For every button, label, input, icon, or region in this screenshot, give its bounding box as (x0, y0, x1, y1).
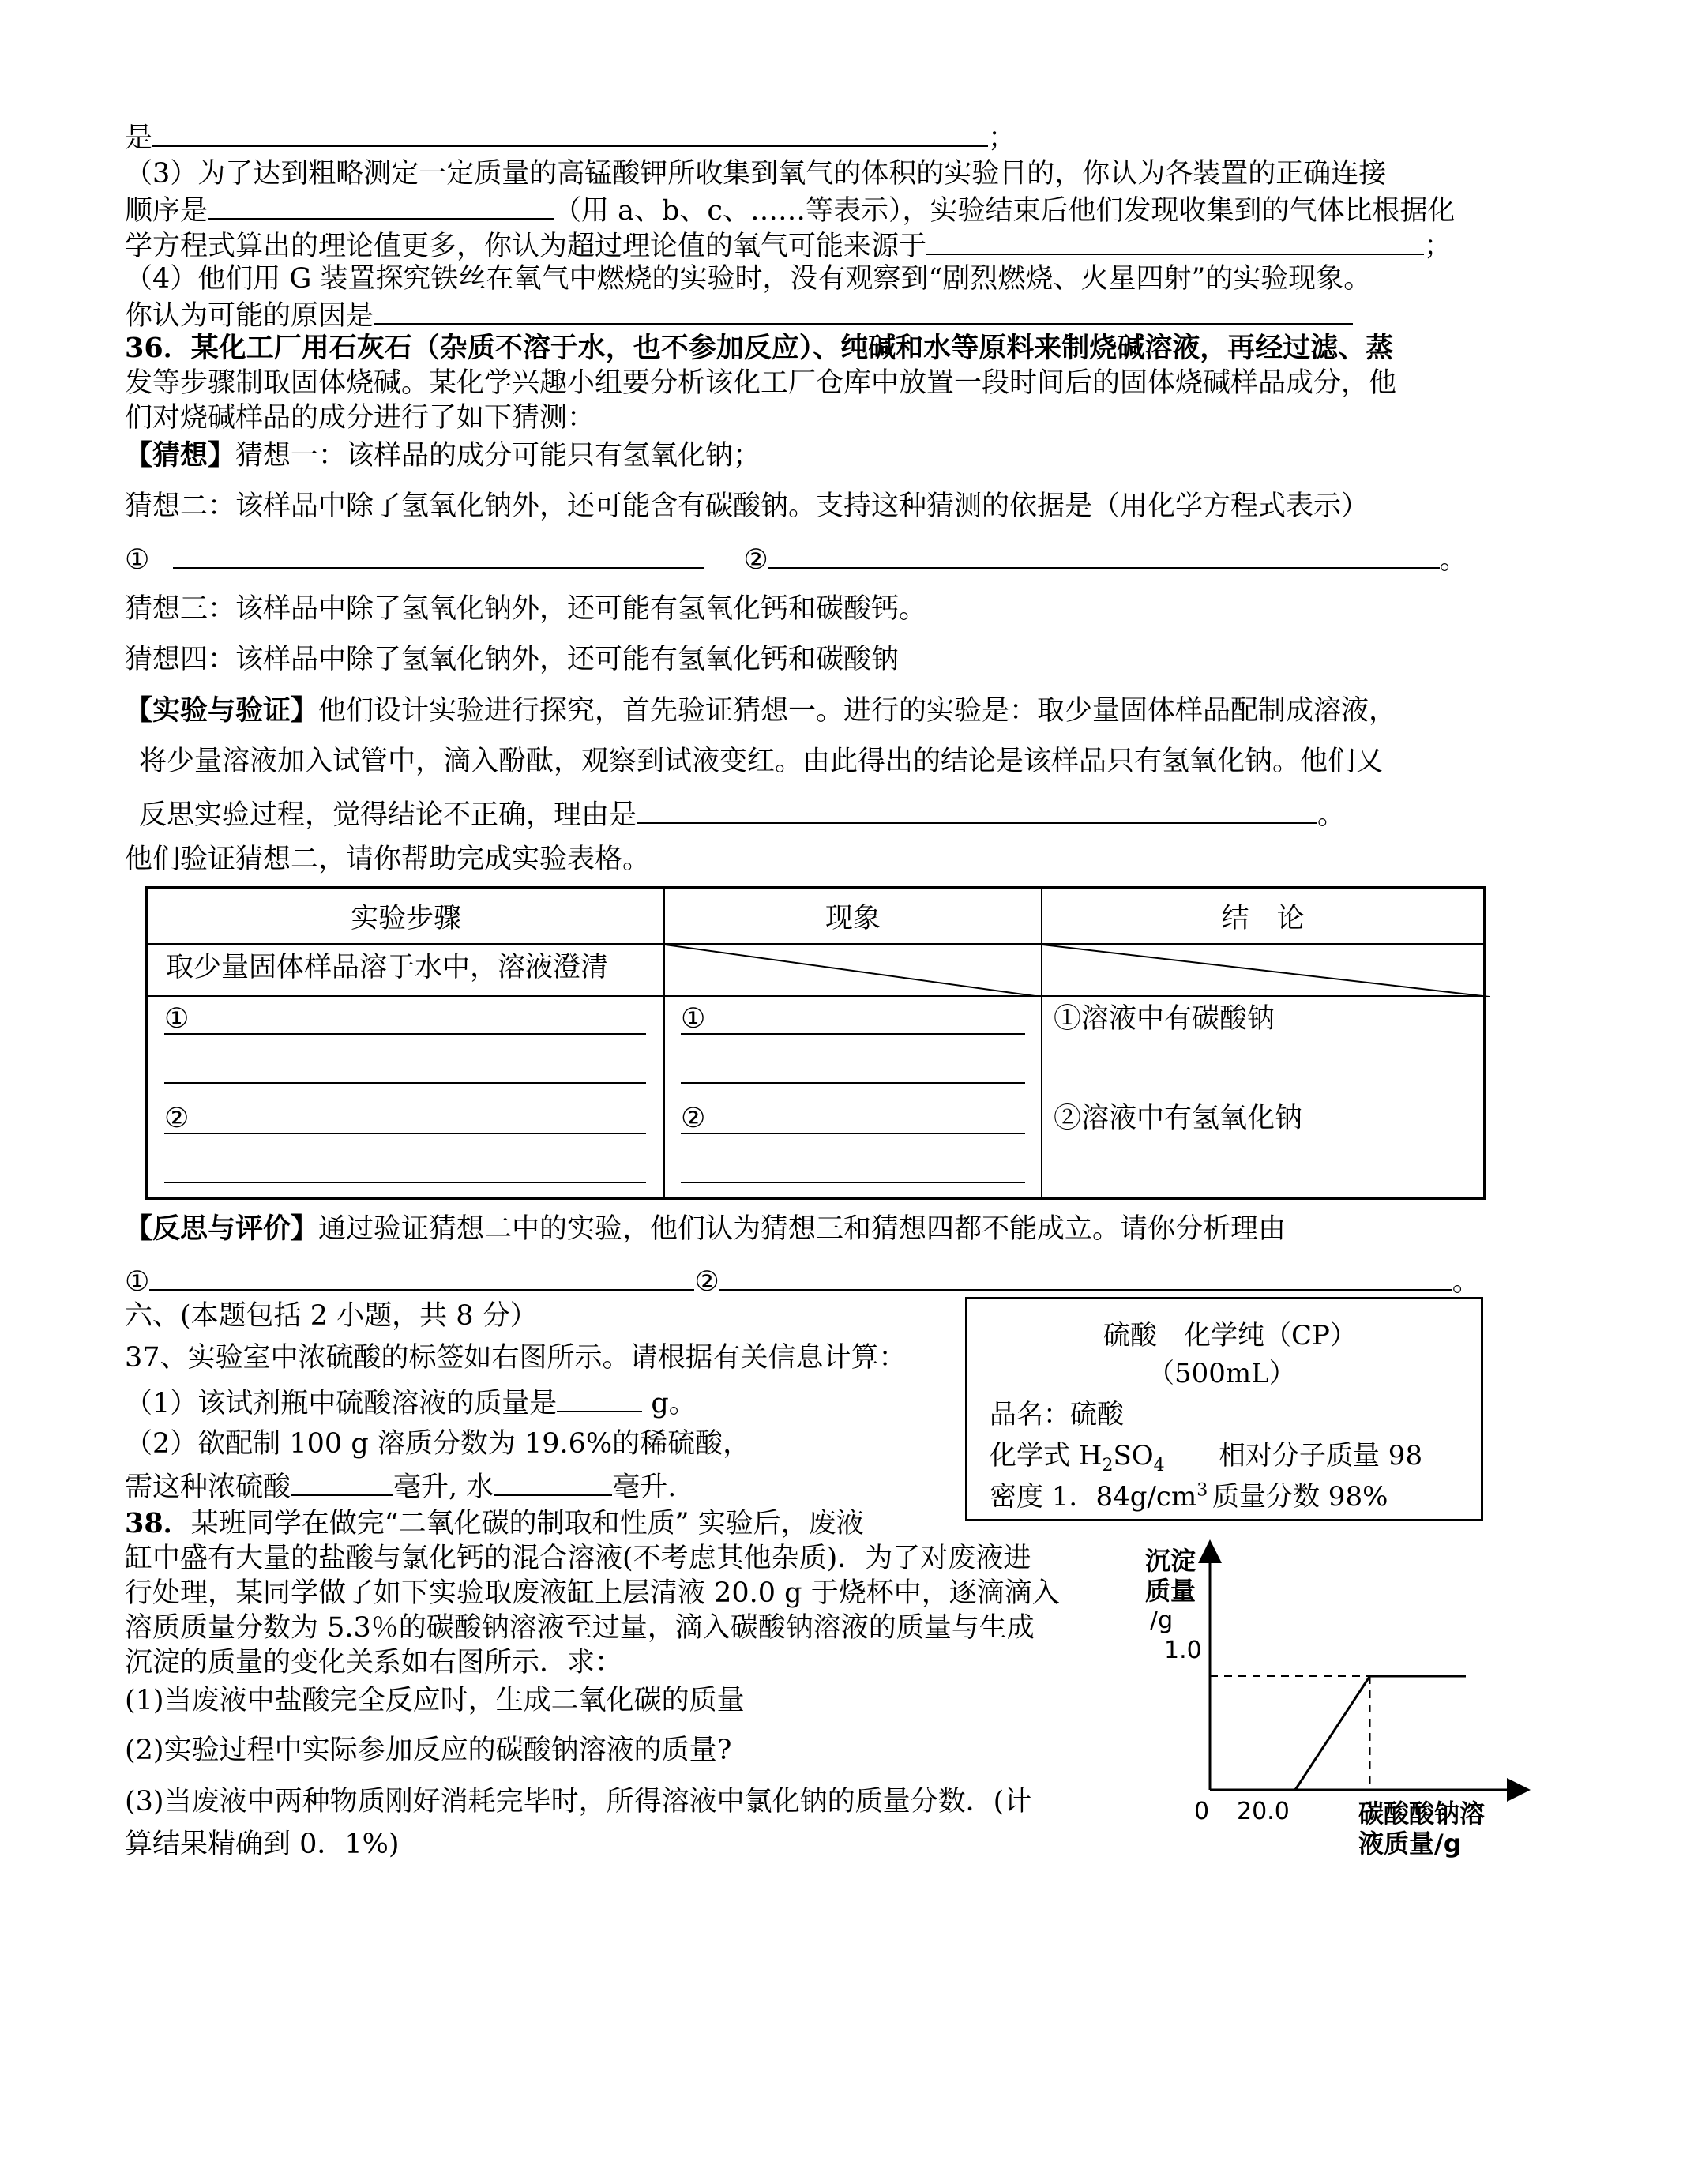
q38-p1: (1)当废液中盐酸完全反应时，生成二氧化碳的质量 (125, 1685, 745, 1716)
verify-line2: 将少量溶液加入试管中，滴入酚酞，观察到试液变红。由此得出的结论是该样品只有氢氧化钠。他们又 (139, 746, 1384, 777)
guess1: 【猜想】猜想一：该样品的成分可能只有氢氧化钠； (125, 439, 761, 472)
step2-blank[interactable] (164, 1133, 646, 1134)
experiment-table (145, 886, 1486, 1200)
label-title: 硫酸 化学纯（CP） (1103, 1320, 1357, 1351)
label-formula: 化学式 $H_2SO_4$ (990, 1440, 1165, 1475)
chart-marks (1210, 1676, 1466, 1791)
equation2-blank[interactable] (768, 540, 1440, 569)
label-molecular-weight: 相对分子质量 98 (1219, 1440, 1423, 1472)
answer-blank[interactable] (152, 118, 988, 147)
conclusion-2: ②溶液中有氢氧化钠 (1054, 1103, 1303, 1134)
q38-p3-line1: (3)当废液中两种物质刚好消耗完毕时，所得溶液中氯化钠的质量分数．(计 (125, 1786, 1032, 1817)
q38-line2: 缸中盛有大量的盐酸与氯化钙的混合溶液(不考虑其他杂质)．为了对废液进 (125, 1543, 1031, 1574)
phenomenon1-blank[interactable] (681, 1082, 1025, 1084)
q35-p4-line1: （4）他们用 G 装置探究铁丝在氧气中燃烧的实验时，没有观察到“剧烈燃烧、火星四射”的实验现象。 (125, 263, 1372, 295)
q38-p2: (2)实验过程中实际参加反应的碳酸钠溶液的质量? (125, 1735, 732, 1766)
x-axis-label: 碳酸酸钠溶 (1358, 1799, 1486, 1829)
diagonal-line (1042, 945, 1490, 997)
diagonal-line (665, 945, 1041, 997)
section-six-heading: 六、(本题包括 2 小题，共 8 分） (125, 1300, 538, 1332)
x-axis-label: 液质量/g (1358, 1829, 1462, 1859)
chart-axes (1210, 1544, 1526, 1790)
q35-p3-line2: 顺序是 （用 a、b、c、……等表示），实验结束后他们发现收集到的气体比根据化 (125, 191, 1456, 228)
step-answer-cell: ① ② (147, 996, 664, 1198)
label-volume: （500mL） (1148, 1358, 1296, 1389)
reflect1-blank[interactable] (149, 1262, 694, 1291)
q36-intro-3: 们对烧碱样品的成分进行了如下猜测： (125, 402, 595, 434)
header-phenomenon: 现象 (664, 888, 1042, 944)
acid-volume-blank[interactable] (291, 1468, 393, 1496)
precipitate-chart (1121, 1528, 1532, 1868)
guess4: 猜想四：该样品中除了氢氧化钠外，还可能有氢氧化钙和碳酸钠 (125, 644, 900, 675)
reflect-line: 【反思与评价】通过验证猜想二中的实验，他们认为猜想三和猜想四都不能成立。请你分析理由 (125, 1212, 1287, 1245)
reflect-answers: ① ② 。 (125, 1262, 1480, 1299)
phenomenon-answer-cell: ① ② (664, 996, 1042, 1198)
reagent-label (965, 1297, 1483, 1521)
q37-p2: （2）欲配制 100 g 溶质分数为 19.6%的稀硫酸， (125, 1428, 751, 1460)
q38-line5: 沉淀的质量的变化关系如右图所示．求： (125, 1647, 623, 1678)
water-volume-blank[interactable] (494, 1468, 612, 1496)
answer-blank[interactable] (208, 191, 554, 220)
q36-intro-1: 36．某化工厂用石灰石（杂质不溶于水，也不参加反应）、纯碱和水等原料来制烧碱溶液，再经过滤、蒸 (125, 332, 1394, 364)
x-tick-label: 20.0 (1237, 1798, 1290, 1825)
answer-blank[interactable] (926, 227, 1424, 255)
origin-label: 0 (1194, 1798, 1210, 1825)
label-mass-fraction: 质量分数 98% (1212, 1481, 1388, 1513)
q38-p3-line2: 算结果精确到 0．1%) (125, 1829, 400, 1860)
diagonal-cell (1042, 944, 1485, 996)
q35-p3-line1: （3）为了达到粗略测定一定质量的高锰酸钾所收集到氧气的体积的实验目的，你认为各装置的正确连接 (125, 158, 1387, 190)
q38-line4: 溶质质量分数为 5.3％的碳酸钠溶液至过量，滴入碳酸钠溶液的质量与生成 (125, 1612, 1035, 1644)
q37-intro: 37、实验室中浓硫酸的标签如右图所示。请根据有关信息计算： (125, 1342, 907, 1374)
q35-p3-line3: 学方程式算出的理论值更多，你认为超过理论值的氧气可能来源于 ； (125, 227, 1452, 264)
reason-blank[interactable] (637, 795, 1317, 824)
y-axis-label: 质量 (1145, 1576, 1196, 1606)
verify-line3: 反思实验过程，觉得结论不正确，理由是 。 (139, 795, 1345, 833)
label-density: 密度 1．$84g/cm^3$ (990, 1480, 1208, 1513)
y-axis-label: /g (1150, 1607, 1174, 1634)
step1-blank[interactable] (164, 1033, 646, 1035)
guess2-equations: ① ② 。 (125, 540, 1467, 577)
phenomenon2-blank[interactable] (681, 1133, 1025, 1134)
label-name: 品名：硫酸 (990, 1399, 1124, 1430)
q35-p4-line2: 你认为可能的原因是 (125, 296, 1353, 333)
q37-p3: 需这种浓硫酸 毫升, 水 毫升. (125, 1468, 676, 1505)
equation1-blank[interactable] (173, 540, 704, 569)
mass-blank[interactable] (557, 1384, 642, 1412)
y-axis-label: 沉淀 (1145, 1546, 1196, 1576)
diagonal-cell (664, 944, 1042, 996)
header-conclusion: 结 论 (1042, 888, 1485, 944)
guess3: 猜想三：该样品中除了氢氧化钠外，还可能有氢氧化钙和碳酸钙。 (125, 593, 927, 625)
step2-blank[interactable] (164, 1182, 646, 1183)
q36-intro-2: 发等步骤制取固体烧碱。某化学兴趣小组要分析该化工厂仓库中放置一段时间后的固体烧碱样品成分，他 (125, 367, 1397, 399)
conclusion-cell (1042, 996, 1485, 1198)
phenomenon1-blank[interactable] (681, 1033, 1025, 1035)
q35-line1: 是 ； (125, 118, 1016, 156)
series-segment (1295, 1676, 1370, 1790)
verify-line1: 【实验与验证】他们设计实验进行探究，首先验证猜想一。进行的实验是：取少量固体样品配制成溶液， (125, 694, 1397, 727)
data-point (1294, 1788, 1297, 1791)
guess2: 猜想二：该样品中除了氢氧化钠外，还可能含有碳酸钠。支持这种猜测的依据是（用化学方程式表示） (125, 491, 1369, 522)
conclusion-1: ①溶液中有碳酸钠 (1054, 1003, 1275, 1035)
phenomenon2-blank[interactable] (681, 1182, 1025, 1183)
q37-p1: （1）该试剂瓶中硫酸溶液的质量是 g。 (125, 1384, 697, 1421)
answer-blank[interactable] (374, 296, 1353, 325)
header-step: 实验步骤 (147, 888, 664, 944)
reflect2-blank[interactable] (719, 1262, 1452, 1291)
step-row1: 取少量固体样品溶于水中，溶液澄清 (147, 944, 664, 996)
y-tick-label: 1.0 (1164, 1637, 1202, 1664)
q38-line1: 38．某班同学在做完“二氧化碳的制取和性质” 实验后，废液 (125, 1507, 864, 1539)
verify-line4: 他们验证猜想二，请你帮助完成实验表格。 (125, 844, 651, 875)
step1-blank[interactable] (164, 1082, 646, 1084)
q38-line3: 行处理，某同学做了如下实验取废液缸上层清液 20.0 g 于烧杯中，逐滴滴入 (125, 1577, 1060, 1609)
